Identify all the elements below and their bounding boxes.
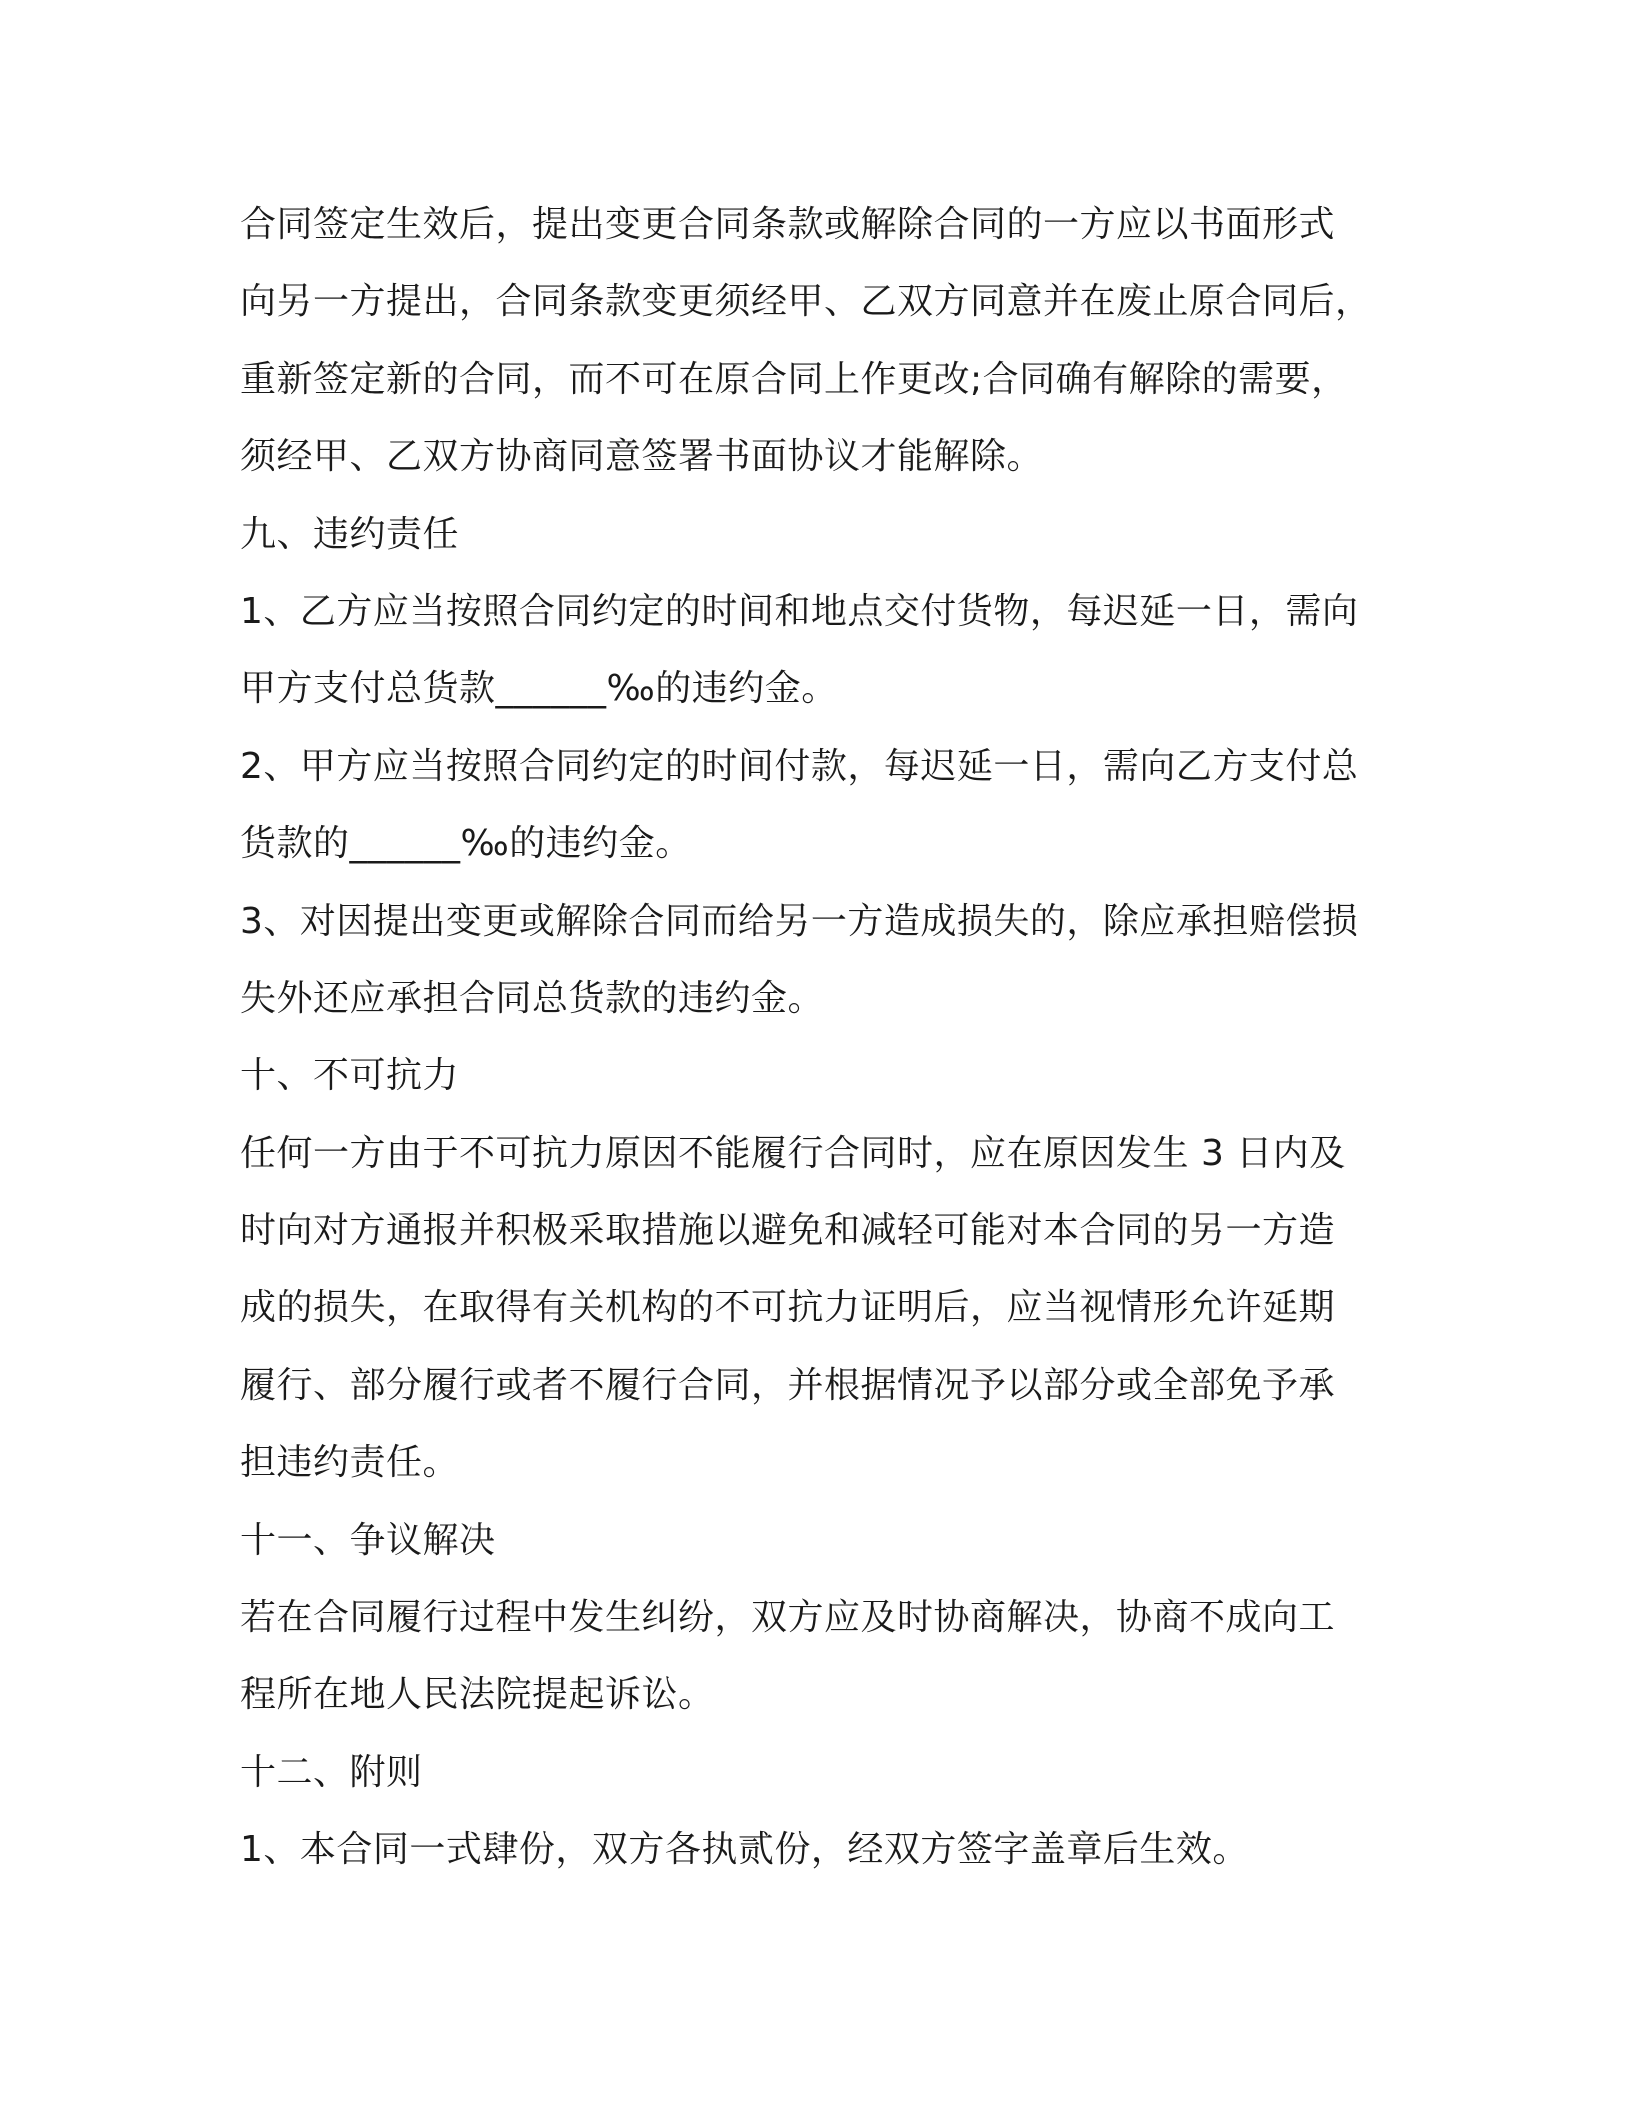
text-line: 任何一方由于不可抗力原因不能履行合同时，应在原因发生 3 日内及 <box>240 1132 1346 1174</box>
section-heading-force-majeure: 十、不可抗力 <box>240 1055 460 1097</box>
text-line: 履行、部分履行或者不履行合同，并根据情况予以部分或全部免予承 <box>240 1364 1336 1406</box>
text-line: 时向对方通报并积极采取措施以避免和减轻可能对本合同的另一方造 <box>240 1210 1336 1252</box>
text-line: 若在合同履行过程中发生纠纷，双方应及时协商解决，协商不成向工 <box>240 1597 1336 1639</box>
text-line: 合同签定生效后，提出变更合同条款或解除合同的一方应以书面形式 <box>240 204 1336 245</box>
text-line: 失外还应承担合同总货款的违约金。 <box>240 977 825 1019</box>
text-line: 1、乙方应当按照合同约定的时间和地点交付货物，每迟延一日，需向 <box>240 590 1359 632</box>
section-heading-dispute-resolution: 十一、争议解决 <box>240 1519 496 1561</box>
text-line: 向另一方提出，合同条款变更须经甲、乙双方同意并在废止原合同后， <box>240 281 1372 323</box>
text-line: 重新签定新的合同，而不可在原合同上作更改;合同确有解除的需要， <box>240 358 1348 400</box>
text-line: 担违约责任。 <box>240 1442 460 1484</box>
section-heading-supplementary: 十二、附则 <box>240 1751 423 1793</box>
text-line: 成的损失，在取得有关机构的不可抗力证明后，应当视情形允许延期 <box>240 1287 1336 1329</box>
text-line: 程所在地人民法院提起诉讼。 <box>240 1674 715 1716</box>
section-heading-breach-liability: 九、违约责任 <box>240 513 460 555</box>
text-line: 1、本合同一式肆份，双方各执贰份，经双方签字盖章后生效。 <box>240 1829 1249 1871</box>
text-line: 2、甲方应当按照合同约定的时间付款，每迟延一日，需向乙方支付总 <box>240 745 1359 787</box>
text-line: 货款的______‰的违约金。 <box>240 823 692 865</box>
text-line: 甲方支付总货款______‰的违约金。 <box>240 668 838 710</box>
text-line: 3、对因提出变更或解除合同而给另一方造成损失的，除应承担赔偿损 <box>240 900 1359 942</box>
document-body <box>240 186 1420 1889</box>
text-line: 须经甲、乙双方协商同意签署书面协议才能解除。 <box>240 436 1044 478</box>
